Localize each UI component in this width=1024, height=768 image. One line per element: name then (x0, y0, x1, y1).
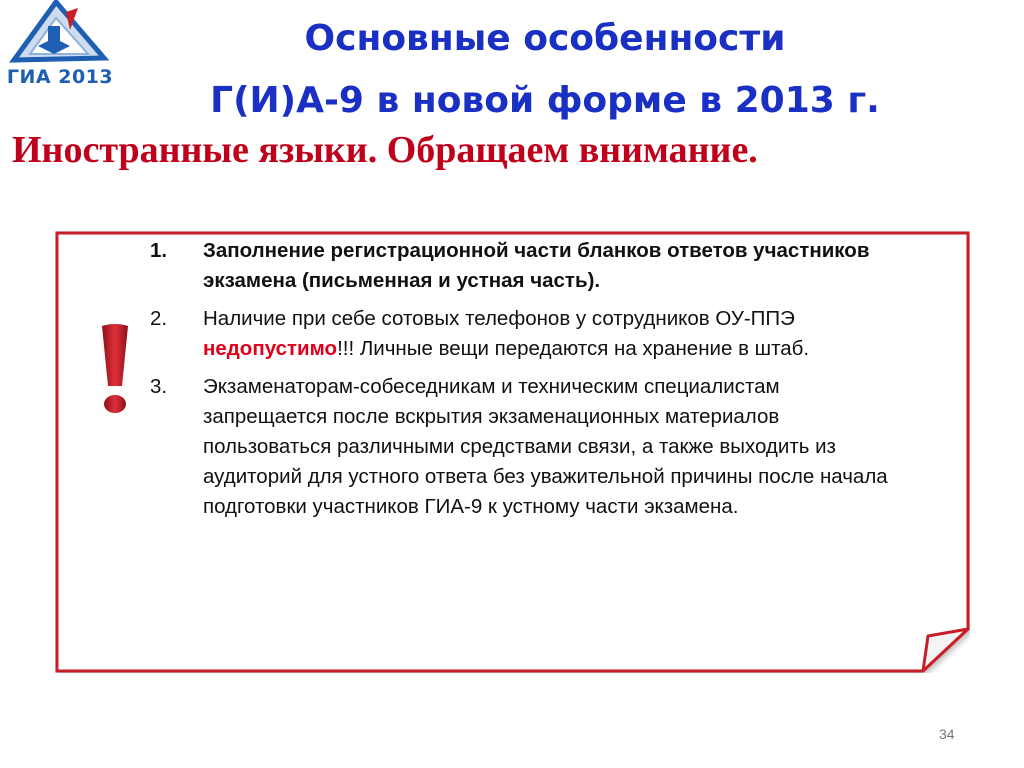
page-title (130, 8, 960, 132)
list-item (150, 304, 890, 364)
list-item-number: 1. (150, 239, 168, 262)
title-line-1: Основные особенности (304, 18, 786, 59)
page-number: 34 (939, 726, 955, 742)
list-item-text-after: !!! Личные вещи передаются на хранение в штаб. (337, 337, 810, 360)
list-item-highlight: недопустимо (203, 337, 338, 360)
list-item-text: Экзаменаторам-собеседникам и техническим специалистам запрещается после вскрытия экзаменационных материалов пользоваться различными средствами связи, а также выходить из аудиторий для устного ответа без уважительной причины после начала подготовки участников ГИА-9 к устному части экзамена. (203, 375, 888, 518)
notice-list (150, 236, 890, 530)
list-item-number: 2. (150, 307, 168, 330)
list-item-text: Заполнение регистрационной части бланков ответов участников экзамена (письменная и устная часть). (203, 239, 870, 292)
list-item-number: 3. (150, 375, 168, 398)
list-item (150, 372, 890, 522)
title-line-2: Г(И)А-9 в новой форме в 2013 г. (210, 80, 880, 121)
exclamation-icon (80, 322, 160, 418)
list-item (150, 236, 890, 296)
gia-2013-logo (4, 0, 116, 98)
logo-emblem-icon (4, 0, 116, 70)
section-subtitle: Иностранные языки. Обращаем внимание. (12, 129, 758, 171)
list-item-text-before: Наличие при себе сотовых телефонов у сотрудников ОУ-ППЭ (203, 307, 795, 330)
logo-text: ГИА 2013 (6, 66, 114, 88)
